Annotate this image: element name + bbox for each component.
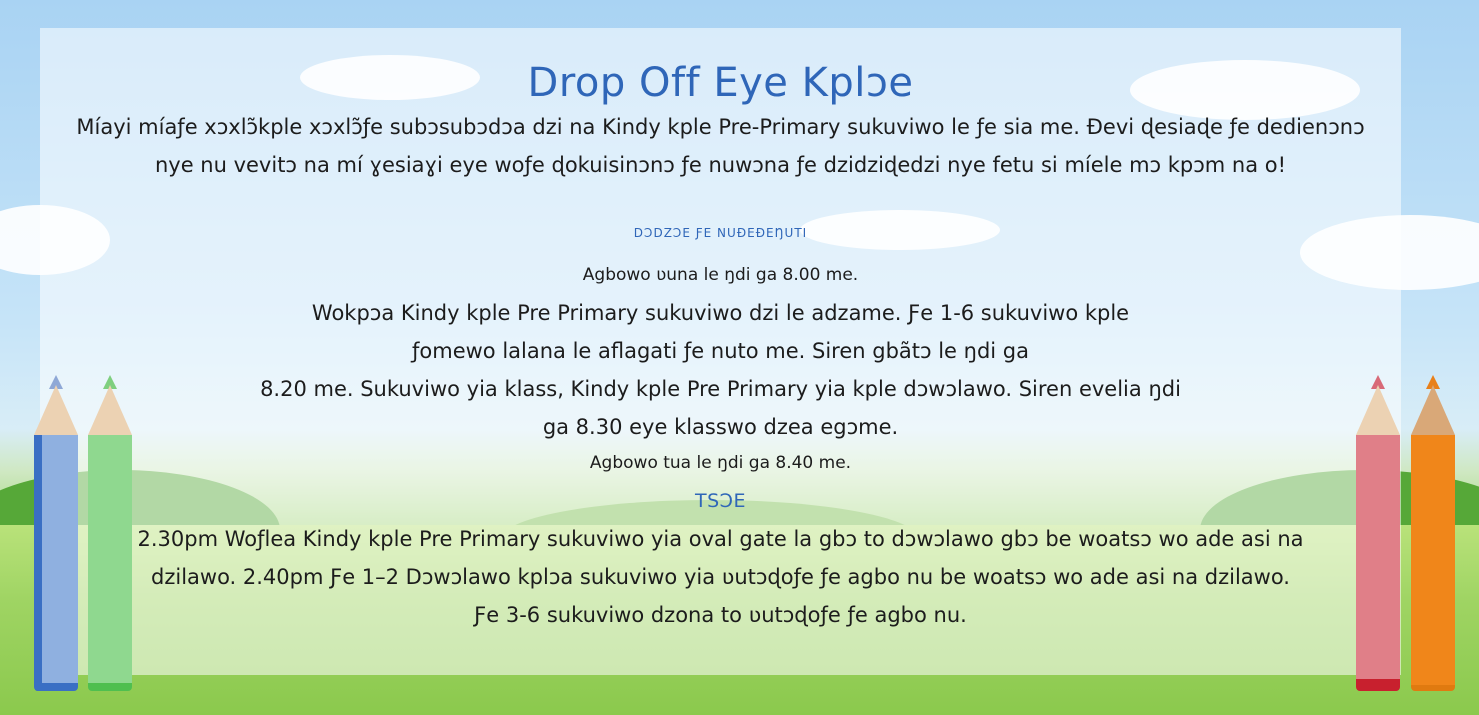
section-heading-pickup: TSƆE: [694, 490, 747, 512]
page-title: Drop Off Eye Kplɔe: [527, 60, 914, 106]
intro-paragraph: [61, 108, 1381, 184]
dropoff-paragraph: [40, 294, 1401, 446]
pickup-paragraph: [40, 520, 1401, 634]
dropoff-line: ga 8.30 eye klasswo dzea egɔme.: [542, 415, 899, 439]
green-pencil-icon: [88, 375, 132, 691]
intro-line: nye nu vevitɔ na mí ɣesiaɣi eye woƒe ɖokuisinɔnɔ ƒe nuwɔna ƒe dzidziɖedzi nye fetu si míele mɔ kpɔm na o!: [154, 153, 1287, 177]
intro-line: Míayi míaƒe xɔxlɔ̃kple xɔxlɔ̃ƒe subɔsubɔdɔa dzi na Kindy kple Pre-Primary sukuviwo le ƒe sia me. Ðevi ɖesiaɖe ƒe dedienɔnɔ: [76, 115, 1365, 139]
pickup-line: dzilawo. 2.40pm Ƒe 1–2 Dɔwɔlawo kplɔa sukuviwo yia ʋutɔɖoƒe ƒe agbo nu be woatsɔ wo ade asi na dzilawo.: [151, 565, 1290, 589]
gates-close-text: Agbowo tua le ŋdi ga 8.40 me.: [589, 453, 852, 473]
pickup-line: Ƒe 3-6 sukuviwo dzona to ʋutɔɖoƒe ƒe agbo nu.: [474, 603, 967, 627]
content-panel: [40, 28, 1401, 675]
dropoff-line: Wokpɔa Kindy kple Pre Primary sukuviwo dzi le adzame. Ƒe 1-6 sukuviwo kple: [311, 301, 1130, 325]
orange-pencil-icon: [1411, 375, 1455, 691]
pickup-line: 2.30pm Woƒlea Kindy kple Pre Primary sukuviwo yia oval gate la gbɔ to dɔwɔlawo gbɔ be woatsɔ wo ade asi na: [137, 527, 1304, 551]
blue-pencil-icon: [34, 375, 78, 691]
red-pencil-icon: [1356, 375, 1400, 691]
dropoff-line: 8.20 me. Sukuviwo yia klass, Kindy kple Pre Primary yia kple dɔwɔlawo. Siren evelia ŋdi: [260, 377, 1181, 401]
section-heading-dropoff: DƆDZƆE ƑE NUÐEÐEŊUTI: [633, 226, 808, 240]
dropoff-line: ƒomewo lalana le aflagati ƒe nuto me. Siren gbãtɔ le ŋdi ga: [412, 339, 1029, 363]
gates-open-text: Agbowo ʋuna le ŋdi ga 8.00 me.: [582, 265, 859, 285]
